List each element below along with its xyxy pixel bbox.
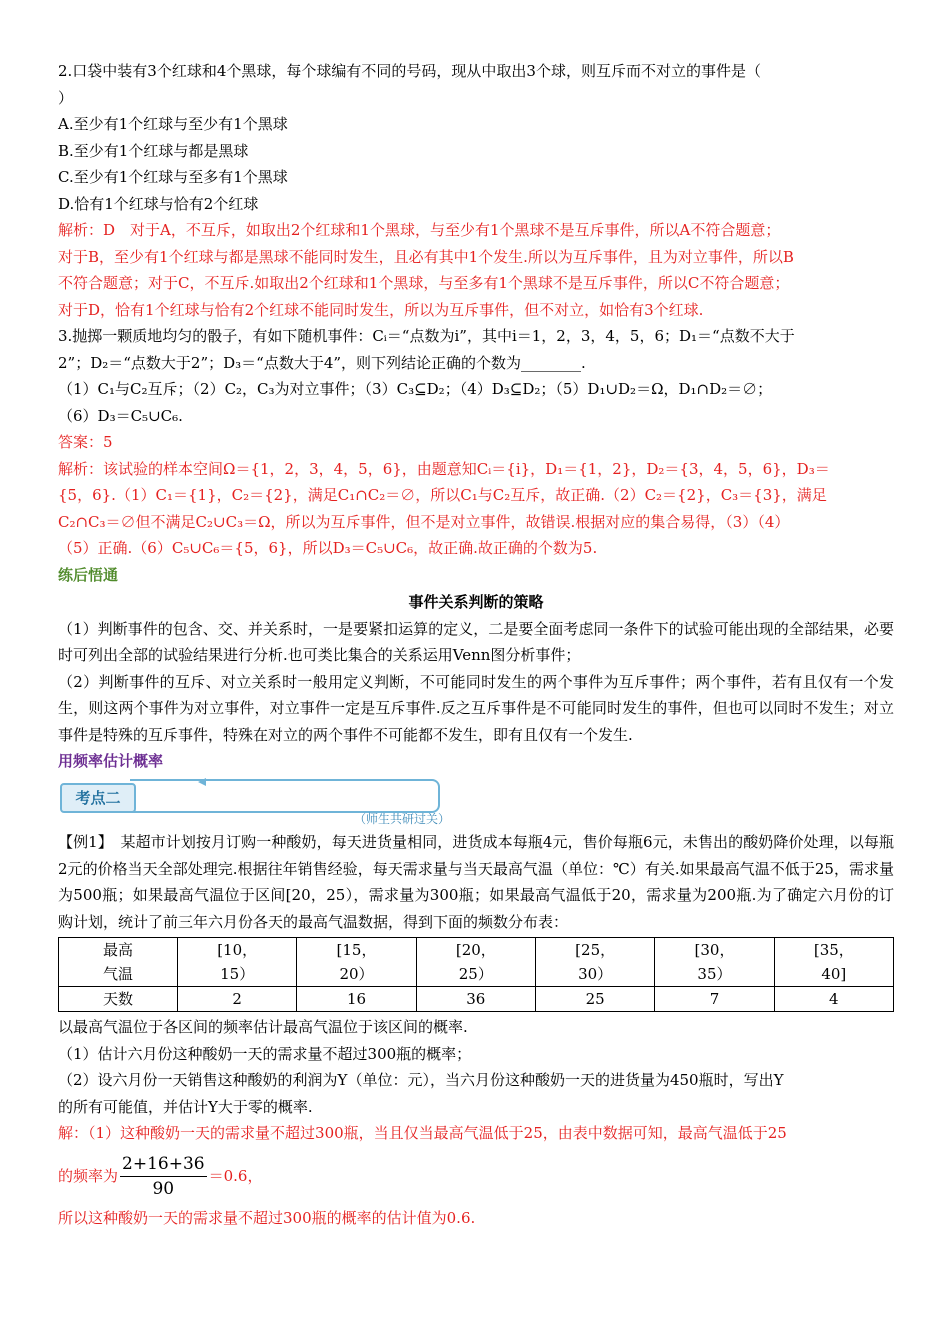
cell-line: [15， <box>336 941 377 959</box>
strategy-paragraph-1: （1）判断事件的包含、交、并关系时，一是要紧扣运算的定义，二是要全面考虑同一条件下的试验可能出现的全部结果，必要时可列出全部的试验结果进行分析.也可类比集合的关系运用Venn图分析事件； <box>58 619 894 664</box>
q2-analysis-line2: 对于B，至少有1个红球与都是黑球不能同时发生，且必有其中1个发生.所以为互斥事件，且为对立事件，所以B <box>58 247 794 266</box>
q3-options-line2: （6）D₃＝C₅∪C₆. <box>58 406 183 425</box>
count-cell: 7 <box>655 987 774 1012</box>
count-cell: 25 <box>535 987 654 1012</box>
section-heading-frequency: 用频率估计概率 <box>58 752 164 770</box>
count-cell: 4 <box>774 987 893 1012</box>
q2-option-b: B.至少有1个红球与都是黑球 <box>58 141 249 160</box>
solution-fraction-line <box>58 1147 894 1205</box>
kaodian-note: （师生共研过关） <box>354 812 451 826</box>
q2-option-c: C.至少有1个红球与至多有1个黑球 <box>58 168 288 186</box>
q3-analysis-line3: C₂∩C₃＝∅但不满足C₂∪C₃＝Ω，所以为互斥事件，但不是对立事件，故错误.根据对应的集合易得，（3）（4） <box>58 512 790 531</box>
count-cell: 2 <box>178 987 297 1012</box>
q2-analysis-line4: 对于D，恰有1个红球与恰有2个红球不能同时发生，所以为互斥事件，但不对立，如恰有3个红球. <box>58 300 704 319</box>
after-table-note: 以最高气温位于各区间的频率估计最高气温位于该区间的概率. <box>58 1018 468 1036</box>
q3-analysis-line2: {5，6}.（1）C₁＝{1}，C₂＝{2}，满足C₁∩C₂＝∅，所以C₁与C₂互斥，故正确.（2）C₂＝{2}，C₃＝{3}，满足 <box>58 486 827 504</box>
question-part-2-line2: 的所有可能值，并估计Y大于零的概率. <box>58 1097 313 1116</box>
interval-cell <box>416 938 535 987</box>
q2-analysis-line3: 不符合题意；对于C，不互斥.如取出2个红球和1个黑球，与至多有1个黑球不是互斥事件，所以C不符合题意； <box>58 274 790 292</box>
cell-line: 20） <box>339 965 374 983</box>
q3-analysis-line4: （5）正确.（6）C₅∪C₆＝{5，6}，所以D₃＝C₅∪C₆，故正确.故正确的个数为5. <box>58 539 598 557</box>
cell-line: 25） <box>458 965 493 983</box>
count-cell: 36 <box>416 987 535 1012</box>
strategy-title: 事件关系判断的策略 <box>408 592 544 611</box>
banner-arrow-icon <box>198 778 206 786</box>
kaodian-badge: 考点二 <box>60 783 136 813</box>
cell-line: 40] <box>821 965 847 983</box>
table-header-cell <box>59 938 178 987</box>
q3-stem-line1: 3.抛掷一颗质地均匀的骰子，有如下随机事件：Cᵢ＝“点数为i”，其中i＝1，2，3，4，5，6；D₁＝“点数不大于 <box>58 327 795 345</box>
table-row <box>59 987 894 1012</box>
cell-line: 气温 <box>102 965 133 983</box>
interval-cell <box>655 938 774 987</box>
q2-option-a: A.至少有1个红球与至少有1个黑球 <box>58 115 288 133</box>
q3-options-line1: （1）C₁与C₂互斥；（2）C₂，C₃为对立事件；（3）C₃⊆D₂；（4）D₃⊆D₂；（5）D₁∪D₂＝Ω，D₁∩D₂＝∅； <box>58 380 773 398</box>
table-header-cell: 天数 <box>59 987 178 1012</box>
fraction-numerator: 2+16+36 <box>120 1152 207 1177</box>
example-1-text: 【例1】 某超市计划按月订购一种酸奶，每天进货量相同，进货成本每瓶4元，售价每瓶6元，未售出的酸奶降价处理，以每瓶2元的价格当天全部处理完.根据往年销售经验，每天需求量与当天最高气温（单位：℃）有关.如果最高气温不低于25，需求量为500瓶；如果最高气温位于区间[20，25），需求量为300瓶；如果最高气温低于20，需求量为200瓶.为了确定六月份的订购计划，统计了前三年六月份各天的最高气温数据，得到下面的频数分布表： <box>58 833 894 931</box>
cell-line: [10， <box>217 941 258 959</box>
frequency-table <box>58 937 894 1012</box>
cell-line: [20， <box>455 941 496 959</box>
interval-cell <box>297 938 416 987</box>
table-row <box>59 938 894 987</box>
cell-line: 最高 <box>102 941 133 959</box>
q2-stem-line2: ） <box>58 88 74 107</box>
cell-line: [25， <box>575 941 616 959</box>
question-part-2-line1: （2）设六月份一天销售这种酸奶的利润为Y（单位：元），当六月份这种酸奶一天的进货量为450瓶时，写出Y <box>58 1071 784 1089</box>
q3-stem-line2: 2”；D₂＝“点数大于2”；D₃＝“点数大于4”，则下列结论正确的个数为________. <box>58 353 586 372</box>
strategy-paragraph-2: （2）判断事件的互斥、对立关系时一般用定义判断，不可能同时发生的两个事件为互斥事件；两个事件，若有且仅有一个发生，则这两个事件为对立事件，对立事件一定是互斥事件.反之互斥事件是不可能同时发生的事件，但也可以同时不发生；对立事件是特殊的互斥事件，特殊在对立的两个事件不可能都不发生，即有且仅有一个发生. <box>58 672 894 744</box>
cell-line: 35） <box>697 965 732 983</box>
q3-answer: 答案：5 <box>58 433 113 451</box>
count-cell: 16 <box>297 987 416 1012</box>
fraction-suffix: ＝0.6， <box>208 1166 263 1185</box>
interval-cell <box>535 938 654 987</box>
cell-line: 30） <box>578 965 613 983</box>
question-part-1: （1）估计六月份这种酸奶一天的需求量不超过300瓶的概率； <box>58 1044 472 1063</box>
fraction-denominator: 90 <box>152 1179 175 1199</box>
solution-line3: 所以这种酸奶一天的需求量不超过300瓶的概率的估计值为0.6. <box>58 1208 476 1227</box>
cell-line: [30， <box>694 941 735 959</box>
cell-line: 15） <box>220 965 255 983</box>
q3-analysis-line1: 解析：该试验的样本空间Ω＝{1，2，3，4，5，6}，由题意知Cᵢ＝{i}，D₁＝{1，2}，D₂＝{3，4，5，6}，D₃＝ <box>58 459 830 478</box>
banner-frame <box>130 779 440 813</box>
interval-cell <box>178 938 297 987</box>
q2-option-d: D.恰有1个红球与恰有2个红球 <box>58 194 259 213</box>
kaodian-banner <box>58 779 894 829</box>
fraction <box>120 1152 207 1201</box>
document-page <box>58 58 894 1231</box>
solution-line1: 解：（1）这种酸奶一天的需求量不超过300瓶，当且仅当最高气温低于25，由表中数据可知，最高气温低于25 <box>58 1124 787 1142</box>
cell-line: [35， <box>813 941 854 959</box>
interval-cell <box>774 938 893 987</box>
fraction-prefix: 的频率为 <box>58 1166 119 1185</box>
q2-analysis-line1: 解析：D 对于A，不互斥，如取出2个红球和1个黑球，与至少有1个黑球不是互斥事件，所以A不符合题意； <box>58 221 781 239</box>
q2-stem-line1: 2.口袋中装有3个红球和4个黑球，每个球编有不同的号码，现从中取出3个球，则互斥而不对立的事件是（ <box>58 62 761 80</box>
section-heading-review: 练后悟通 <box>58 565 119 584</box>
